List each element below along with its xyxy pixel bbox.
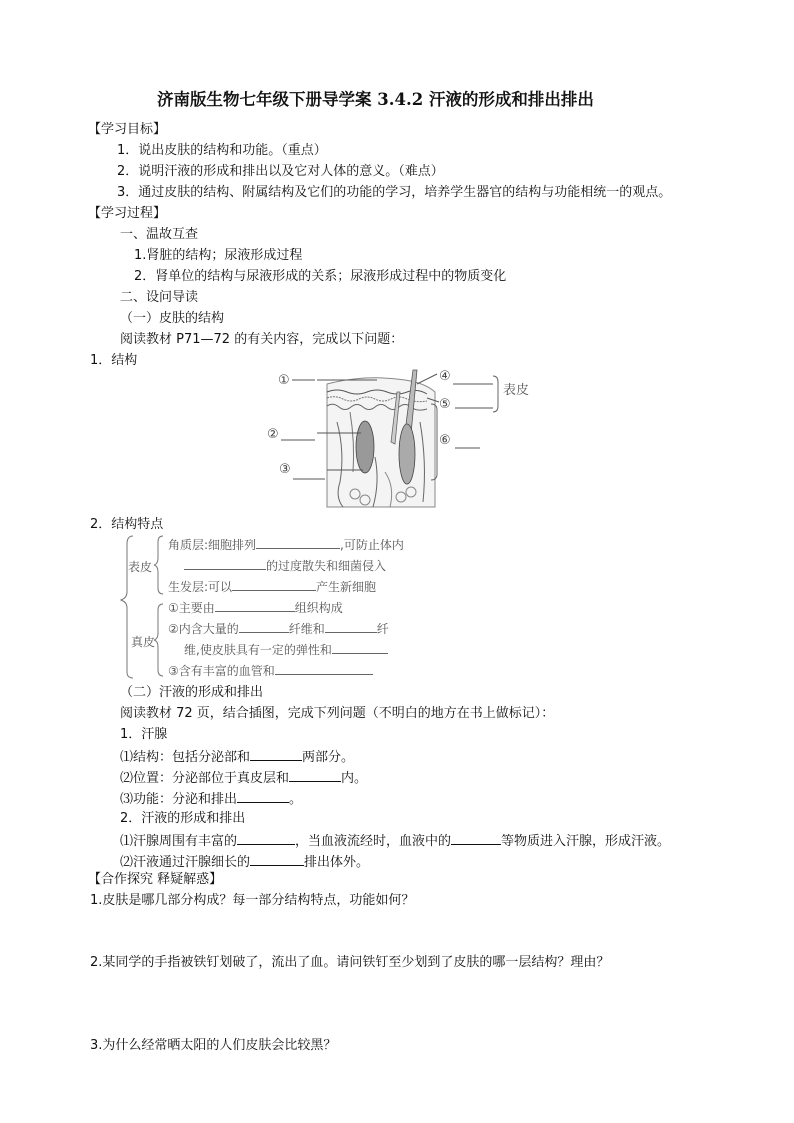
objective-item: 3．通过皮肤的结构、附属结构及它们的功能的学习，培养学生器官的结构与功能相统一的观点。 [117,185,672,200]
structure-title: 1．结构 [90,353,138,368]
gland-item: ⑵位置：分泌部位于真皮层和 内。 [120,768,367,788]
inquiry-question: 1.皮肤是哪几部分构成？每一部分结构特点，功能如何？ [90,893,415,908]
blank-field[interactable] [250,852,304,866]
blank-field[interactable] [184,557,266,570]
skin-title: （一）皮肤的结构 [120,311,225,326]
epidermis-line-1: 角质层:细胞排列 ,可防止体内 [168,538,404,552]
diagram-label-1: ① [278,373,290,388]
dermis-bracket-label: 真皮 [131,635,156,649]
gland-item: ⑶功能：分泌和排出 。 [120,789,302,809]
blank-field[interactable] [289,768,341,782]
inquiry-question: 2.某同学的手指被铁钉划破了，流出了血。请问铁钉至少划到了皮肤的哪一层结构？理由？ [90,955,610,970]
dermis-line-3: 维,使皮肤具有一定的弹性和 [184,641,388,658]
objectives-header: 【学习目标】 [88,122,167,137]
epidermis-bracket-label: 表皮 [128,560,153,574]
blank-field[interactable] [239,620,289,633]
review-item: 2．肾单位的结构与尿液形成的关系；尿液形成过程中的物质变化 [134,269,507,284]
formation-line-1: ⑴汗腺周围有丰富的 ，当血液流经时，血液中的 等物质进入汗腺，形成汗液。 [120,831,670,851]
epidermis-line-3: 生发层:可以 产生新细胞 [168,580,377,594]
inquiry-question: 3.为什么经常晒太阳的人们皮肤会比较黑？ [90,1038,337,1053]
blank-field[interactable] [256,536,340,549]
blank-field[interactable] [275,662,373,675]
epidermis-line-2: 的过度散失和细菌侵入 [184,557,386,574]
sweat-read: 阅读教材 72 页，结合插图，完成下列问题（不明白的地方在书上做标记）： [120,706,555,721]
objective-item: 2．说明汗液的形成和排出以及它对人体的意义。（难点） [117,164,444,179]
skin-read: 阅读教材 P71—72 的有关内容，完成以下问题： [120,332,404,347]
diagram-label-5: ⑤ [439,397,451,412]
blank-field[interactable] [237,789,289,803]
features-title: 2．结构特点 [90,517,164,532]
diagram-label-3: ③ [279,462,291,477]
page-title: 济南版生物七年级下册导学案 3.4.2 汗液的形成和排出排出 [157,90,594,109]
review-title: 一、温故互查 [120,227,199,242]
blank-field[interactable] [250,747,302,761]
blank-field[interactable] [237,831,295,845]
gland-item: ⑴结构：包括分泌部和 两部分。 [120,747,354,767]
blank-field[interactable] [232,578,316,591]
dermis-line-4: ③含有丰富的血管和 [168,662,373,679]
diagram-label-4: ④ [439,369,451,384]
objective-item: 1．说出皮肤的结构和功能。（重点） [117,143,327,158]
features-bracket [115,532,165,682]
inquiry-header: 【合作探究 释疑解惑】 [88,872,223,887]
dermis-line-1: ①主要由 组织构成 [168,601,343,615]
diagram-label-2: ② [267,427,279,442]
blank-field[interactable] [332,641,388,654]
process-header: 【学习过程】 [88,206,167,221]
guide-title: 二、设问导读 [120,290,199,305]
dermis-line-2: ②内含大量的 纤维和 纤 [168,622,389,636]
formation-line-2: ⑵汗液通过汗腺细长的 排出体外。 [120,852,369,872]
review-item: 1.肾脏的结构；尿液形成过程 [134,248,303,263]
epidermis-label: 表皮 [503,383,530,398]
sweat-title: （二）汗液的形成和排出 [120,685,264,700]
skin-structure-diagram [265,362,540,512]
blank-field[interactable] [451,831,501,845]
diagram-label-6: ⑥ [439,433,451,448]
gland-title: 1．汗腺 [120,727,168,742]
formation-title: 2．汗液的形成和排出 [120,811,246,826]
blank-field[interactable] [215,599,295,612]
blank-field[interactable] [325,620,377,633]
